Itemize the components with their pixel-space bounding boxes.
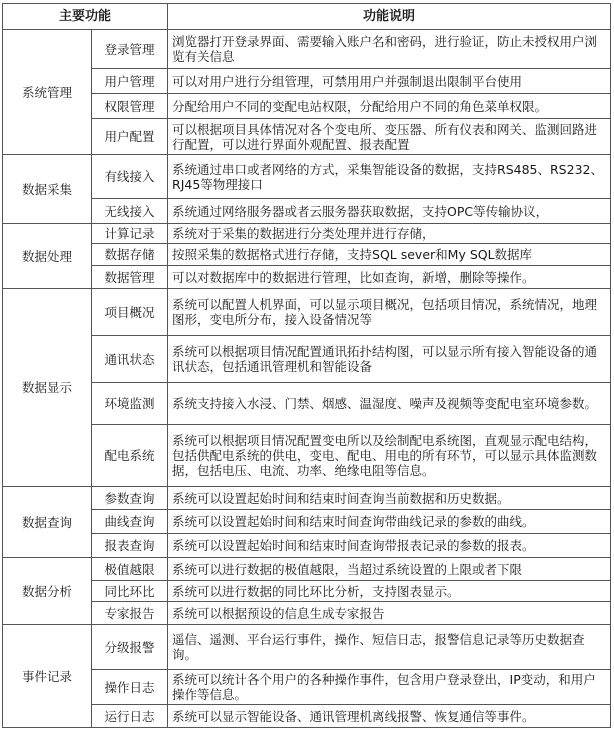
sub-function-name: 专家报告 bbox=[92, 602, 168, 625]
table-row bbox=[3, 224, 611, 244]
table-row bbox=[3, 266, 611, 289]
function-description: 系统对于采集的数据进行分类处理并进行存储， bbox=[168, 224, 611, 244]
function-description: 系统可以根据预设的信息生成专家报告 bbox=[168, 602, 611, 625]
table-row bbox=[3, 510, 611, 534]
sub-function-name: 报表查询 bbox=[92, 534, 168, 558]
module-name: 系统管理 bbox=[3, 30, 92, 155]
module-name: 数据处理 bbox=[3, 224, 92, 289]
sub-function-name: 权限管理 bbox=[92, 94, 168, 119]
function-description: 浏览器打开登录界面、需要输入账户名和密码，进行验证，防止未授权用户浏览有关信息 bbox=[168, 30, 611, 69]
table-row bbox=[3, 244, 611, 266]
function-description: 遥信、遥测、平台运行事件，操作、短信日志，报警信息记录等历史数据查询。 bbox=[168, 625, 611, 670]
header-description: 功能说明 bbox=[168, 4, 611, 30]
sub-function-name: 数据存储 bbox=[92, 244, 168, 266]
sub-function-name: 用户管理 bbox=[92, 69, 168, 94]
sub-function-name: 同比环比 bbox=[92, 581, 168, 602]
function-description: 系统通过网络服务器或者云服务器获取数据，支持OPC等传输协议， bbox=[168, 199, 611, 224]
sub-function-name: 无线接入 bbox=[92, 199, 168, 224]
sub-function-name: 通讯状态 bbox=[92, 336, 168, 383]
sub-function-name: 计算记录 bbox=[92, 224, 168, 244]
function-description: 系统可以统计各个用户的各种操作事件，包含用户登录登出，IP变动，和用户操作等信息。 bbox=[168, 670, 611, 705]
function-description: 可以对用户进行分组管理，可禁用用户并强制退出限制平台使用 bbox=[168, 69, 611, 94]
function-description: 按照采集的数据格式进行存储，支持SQL sever和My SQL数据库 bbox=[168, 244, 611, 266]
table-row bbox=[3, 625, 611, 670]
module-name: 事件记录 bbox=[3, 625, 92, 728]
module-name: 数据显示 bbox=[3, 289, 92, 487]
function-description: 系统可以根据项目情况配置变电所以及绘制配电系统图，直观显示配电结构，包括供配电系统的供电，变电、配电、用电的所有环节，可以显示具体监测数据，包括电压、电流、功率、绝缘电阻等信息。 bbox=[168, 425, 611, 487]
function-description: 系统通过串口或者网络的方式，采集智能设备的数据，支持RS485、RS232、RJ45等物理接口 bbox=[168, 155, 611, 199]
function-description: 系统可以配置人机界面，可以显示项目概况，包括项目情况，系统情况，地理图形，变电所分布，接入设备情况等 bbox=[168, 289, 611, 336]
function-description: 可以对数据库中的数据进行管理，比如查询，新增，删除等操作。 bbox=[168, 266, 611, 289]
function-description: 系统可以进行数据的同比环比分析，支持图表显示。 bbox=[168, 581, 611, 602]
function-description: 系统可以根据项目情况配置通讯拓扑结构图，可以显示所有接入智能设备的通讯状态，包括通讯管理机和智能设备 bbox=[168, 336, 611, 383]
table-row bbox=[3, 705, 611, 728]
sub-function-name: 曲线查询 bbox=[92, 510, 168, 534]
sub-function-name: 操作日志 bbox=[92, 670, 168, 705]
module-name: 数据采集 bbox=[3, 155, 92, 224]
function-description: 系统可以进行数据的极值越限，当超过系统设置的上限或者下限 bbox=[168, 558, 611, 581]
table-row bbox=[3, 425, 611, 487]
sub-function-name: 有线接入 bbox=[92, 155, 168, 199]
table-row bbox=[3, 487, 611, 510]
function-description: 系统可以显示智能设备、通讯管理机离线报警、恢复通信等事件。 bbox=[168, 705, 611, 728]
module-name: 数据查询 bbox=[3, 487, 92, 558]
table-row bbox=[3, 30, 611, 69]
sub-function-name: 数据管理 bbox=[92, 266, 168, 289]
header-main-function: 主要功能 bbox=[3, 4, 168, 30]
sub-function-name: 分级报警 bbox=[92, 625, 168, 670]
function-description: 系统可以设置起始时间和结束时间查询当前数据和历史数据。 bbox=[168, 487, 611, 510]
table-row bbox=[3, 670, 611, 705]
table-row bbox=[3, 534, 611, 558]
sub-function-name: 极值越限 bbox=[92, 558, 168, 581]
table-row bbox=[3, 383, 611, 425]
table-row bbox=[3, 581, 611, 602]
table-row bbox=[3, 155, 611, 199]
table-row bbox=[3, 558, 611, 581]
sub-function-name: 环境监测 bbox=[92, 383, 168, 425]
sub-function-name: 登录管理 bbox=[92, 30, 168, 69]
table-row bbox=[3, 94, 611, 119]
table-row bbox=[3, 199, 611, 224]
sub-function-name: 参数查询 bbox=[92, 487, 168, 510]
sub-function-name: 项目概况 bbox=[92, 289, 168, 336]
sub-function-name: 用户配置 bbox=[92, 119, 168, 155]
function-description: 系统可以设置起始时间和结束时间查询带曲线记录的参数的曲线。 bbox=[168, 510, 611, 534]
table-row bbox=[3, 336, 611, 383]
table-row bbox=[3, 69, 611, 94]
sub-function-name: 运行日志 bbox=[92, 705, 168, 728]
function-description: 分配给用户不同的变配电站权限，分配给用户不同的角色菜单权限。 bbox=[168, 94, 611, 119]
table-row bbox=[3, 289, 611, 336]
table-header-row bbox=[3, 4, 611, 30]
sub-function-name: 配电系统 bbox=[92, 425, 168, 487]
function-description: 系统可以设置起始时间和结束时间查询带报表记录的参数的报表。 bbox=[168, 534, 611, 558]
table-row bbox=[3, 119, 611, 155]
module-name: 数据分析 bbox=[3, 558, 92, 625]
function-spec-table bbox=[2, 3, 611, 728]
function-description: 可以根据项目具体情况对各个变电所、变压器、所有仪表和网关、监测回路进行配置，可以进行界面外观配置、报表配置 bbox=[168, 119, 611, 155]
function-description: 系统支持接入水浸、门禁、烟感、温湿度、噪声及视频等变配电室环境参数。 bbox=[168, 383, 611, 425]
table-row bbox=[3, 602, 611, 625]
